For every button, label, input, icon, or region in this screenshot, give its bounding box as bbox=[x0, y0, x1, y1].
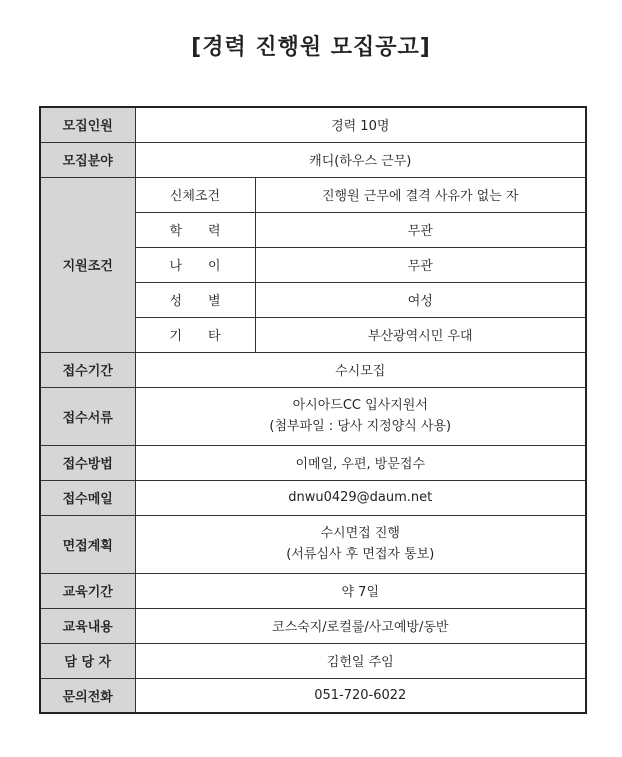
table-row bbox=[40, 142, 586, 177]
row-label: 문의전화 bbox=[40, 678, 135, 713]
row-value: 김헌일 주임 bbox=[135, 643, 586, 678]
table-row bbox=[40, 352, 586, 387]
row-label: 담 당 자 bbox=[40, 643, 135, 678]
row-value bbox=[135, 387, 586, 445]
row-value: 코스숙지/로컬룰/사고예방/동반 bbox=[135, 608, 586, 643]
row-value: 약 7일 bbox=[135, 573, 586, 608]
row-value: 이메일, 우편, 방문접수 bbox=[135, 445, 586, 480]
sub-label: 성 별 bbox=[135, 282, 255, 317]
value-line: (첨부파일 : 당사 지정양식 사용) bbox=[269, 419, 452, 434]
value-line: 아시아드CC 입사지원서 bbox=[292, 398, 428, 413]
table-row bbox=[40, 678, 586, 713]
table-row bbox=[40, 480, 586, 515]
value-line: (서류심사 후 면접자 통보) bbox=[286, 547, 435, 562]
sub-value: 무관 bbox=[255, 212, 586, 247]
row-label: 지원조건 bbox=[40, 177, 135, 352]
sub-label: 학 력 bbox=[135, 212, 255, 247]
table-row bbox=[40, 573, 586, 608]
sub-value: 부산광역시민 우대 bbox=[255, 317, 586, 352]
row-label: 접수방법 bbox=[40, 445, 135, 480]
row-value: 경력 10명 bbox=[135, 107, 586, 142]
row-value: 수시모집 bbox=[135, 352, 586, 387]
recruitment-table bbox=[39, 106, 587, 714]
table-row bbox=[40, 643, 586, 678]
table-row bbox=[40, 177, 586, 212]
value-line: 수시면접 진행 bbox=[320, 526, 400, 541]
table-row bbox=[40, 608, 586, 643]
row-value bbox=[135, 515, 586, 573]
row-value: dnwu0429@daum.net bbox=[135, 480, 586, 515]
row-label: 모집인원 bbox=[40, 107, 135, 142]
table-row bbox=[40, 445, 586, 480]
row-label: 교육기간 bbox=[40, 573, 135, 608]
row-label: 접수메일 bbox=[40, 480, 135, 515]
row-value: 051-720-6022 bbox=[135, 678, 586, 713]
table-row bbox=[40, 107, 586, 142]
page-title: [경력 진행원 모집공고] bbox=[191, 35, 431, 60]
row-label: 면접계획 bbox=[40, 515, 135, 573]
row-label: 접수서류 bbox=[40, 387, 135, 445]
sub-label: 기 타 bbox=[135, 317, 255, 352]
row-label: 모집분야 bbox=[40, 142, 135, 177]
row-label: 접수기간 bbox=[40, 352, 135, 387]
row-label: 교육내용 bbox=[40, 608, 135, 643]
sub-label: 나 이 bbox=[135, 247, 255, 282]
table-row bbox=[40, 515, 586, 573]
sub-value: 무관 bbox=[255, 247, 586, 282]
table-row bbox=[40, 387, 586, 445]
sub-label: 신체조건 bbox=[135, 177, 255, 212]
sub-value: 여성 bbox=[255, 282, 586, 317]
row-value: 캐디(하우스 근무) bbox=[135, 142, 586, 177]
sub-value: 진행원 근무에 결격 사유가 없는 자 bbox=[255, 177, 586, 212]
